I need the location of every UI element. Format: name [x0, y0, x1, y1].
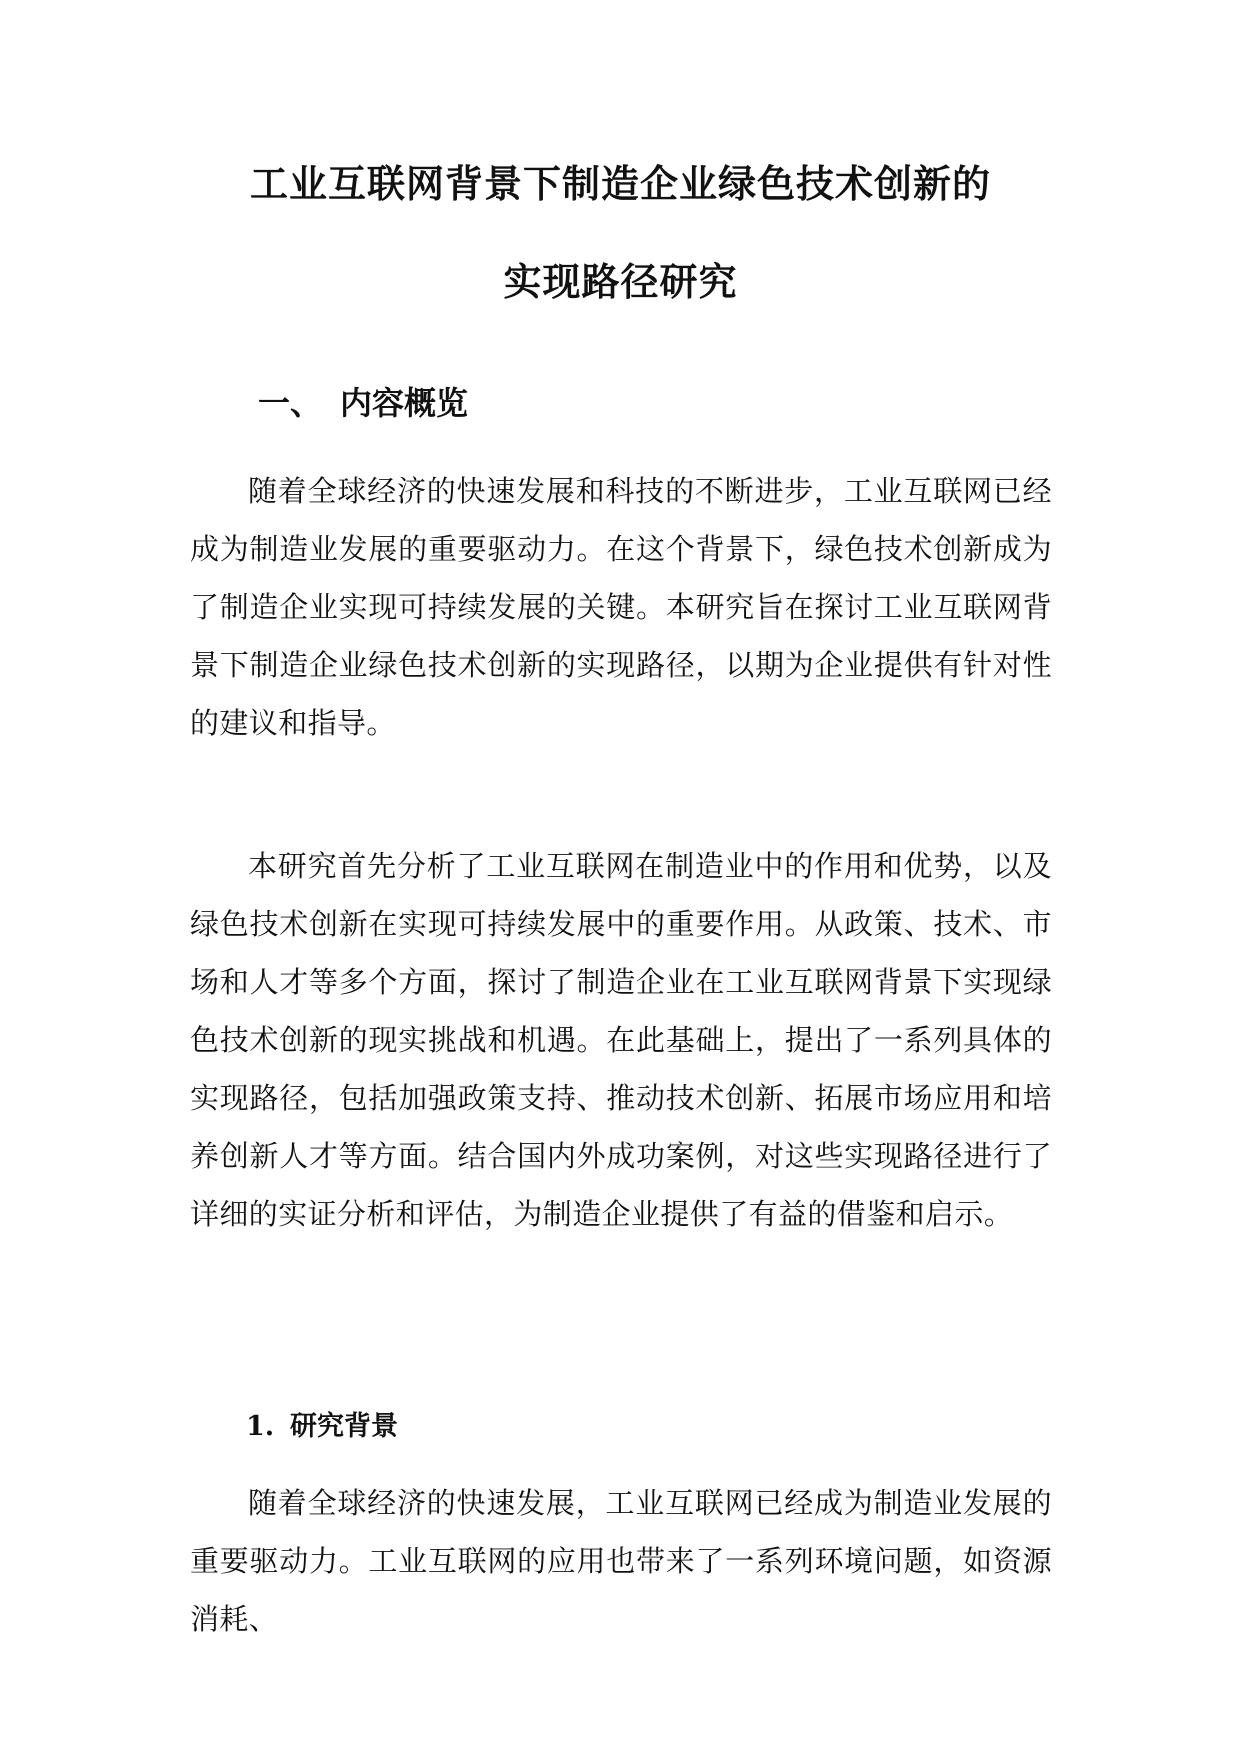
overview-paragraph-2: 本研究首先分析了工业互联网在制造业中的作用和优势，以及绿色技术创新在实现可持续发展中的重要作用。从政策、技术、市场和人才等多个方面，探讨了制造企业在工业互联网背景下实现绿色技术创新的现实挑战和机遇。在此基础上，提出了一系列具体的实现路径，包括加强政策支持、推动技术创新、拓展市场应用和培养创新人才等方面。结合国内外成功案例，对这些实现路径进行了详细的实证分析和评估，为制造企业提供了有益的借鉴和启示。 — [190, 849, 1052, 1231]
document-title-line-2: 实现路径研究 — [503, 259, 738, 304]
section-number: 一、 — [258, 384, 323, 422]
overview-paragraph-1: 随着全球经济的快速发展和科技的不断进步，工业互联网已经成为制造业发展的重要驱动力。在这个背景下，绿色技术创新成为了制造企业实现可持续发展的关键。本研究旨在探讨工业互联网背景下制造企业绿色技术创新的实现路径，以期为企业提供有针对性的建议和指导。 — [190, 474, 1052, 740]
section-heading-overview — [258, 378, 468, 424]
background-paragraph-1: 随着全球经济的快速发展，工业互联网已经成为制造业发展的重要驱动力。工业互联网的应用也带来了一系列环境问题，如资源消耗、 — [190, 1486, 1052, 1636]
subsection-heading-background — [246, 1404, 398, 1443]
section-heading-text: 内容概览 — [340, 384, 469, 422]
subsection-heading-text: 研究背景 — [290, 1411, 398, 1442]
document-title-line-1: 工业互联网背景下制造企业绿色技术创新的 — [249, 161, 991, 206]
subsection-number: 1. — [246, 1411, 275, 1442]
